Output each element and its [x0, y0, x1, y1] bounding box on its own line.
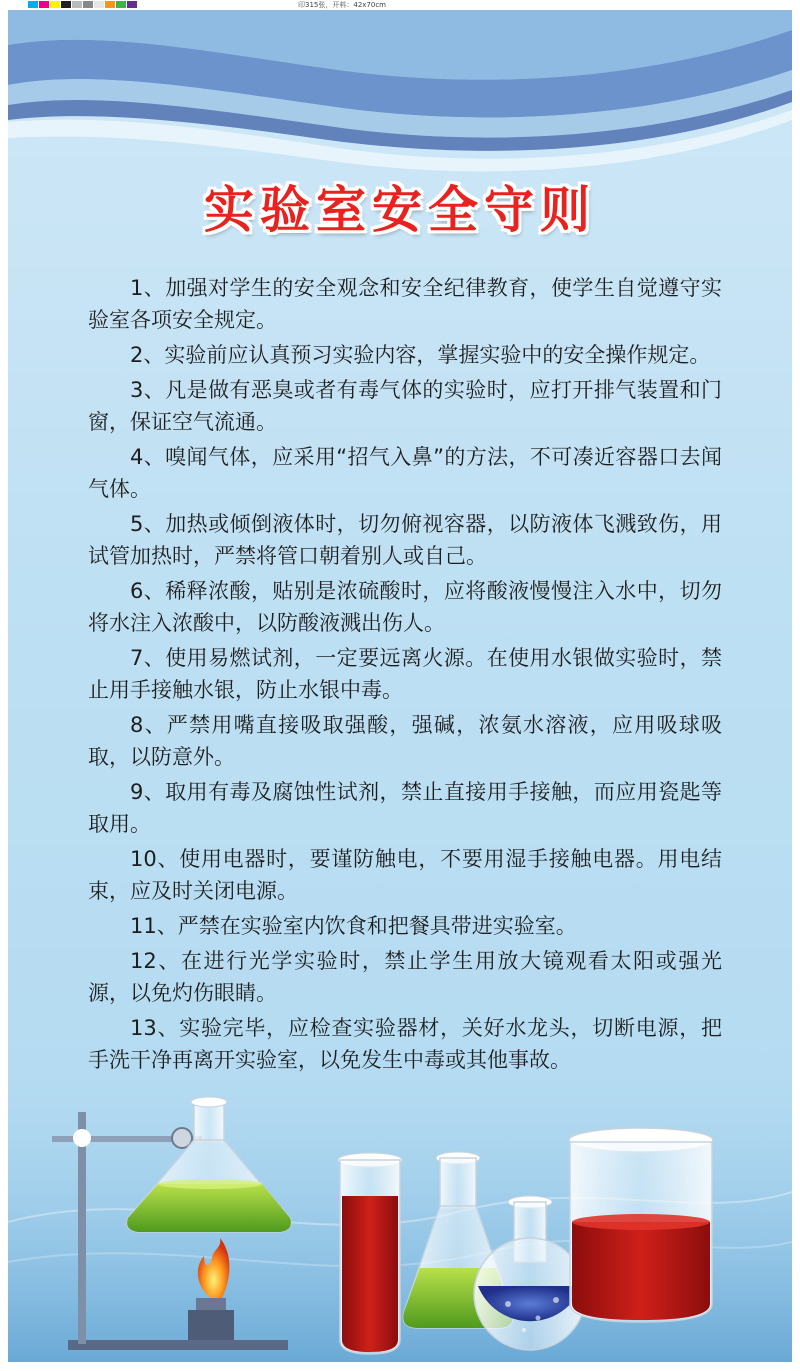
- rule-item: 1、加强对学生的安全观念和安全纪律教育，使学生自觉遵守实验室各项安全规定。: [88, 276, 722, 332]
- rule-item: 5、加热或倾倒液体时，切勿俯视容器，以防液体飞溅致伤，用试管加热时，严禁将管口朝着别人或自己。: [88, 512, 722, 568]
- rule-item: 8、严禁用嘴直接吸取强酸，强碱，浓氨水溶液，应用吸球吸取，以防意外。: [88, 713, 722, 769]
- test-tube-red: [338, 1153, 402, 1354]
- print-spec-text: 印315张，开料：42x70cm: [298, 1, 386, 9]
- print-marks-bar: [0, 0, 800, 10]
- safety-poster: [8, 10, 792, 1362]
- rule-item: 12、在进行光学实验时，禁止学生用放大镜观看太阳或强光源，以免灼伤眼睛。: [88, 949, 722, 1005]
- color-swatches: [28, 1, 138, 8]
- rule-item: 2、实验前应认真预习实验内容，掌握实验中的安全操作规定。: [130, 343, 711, 367]
- rule-item: 7、使用易燃试剂，一定要远离火源。在使用水银做实验时，禁止用手接触水银，防止水银中毒。: [88, 646, 722, 702]
- rule-item: 4、嗅闻气体，应采用“招气入鼻”的方法，不可凑近容器口去闻气体。: [88, 445, 722, 501]
- poster-title: 实验室安全守则: [204, 181, 596, 239]
- rule-item: 3、凡是做有恶臭或者有毒气体的实验时，应打开排气装置和门窗，保证空气流通。: [88, 378, 722, 434]
- rule-item: 10、使用电器时，要谨防触电，不要用湿手接触电器。用电结束，应及时关闭电源。: [88, 847, 722, 903]
- rule-item: 9、取用有毒及腐蚀性试剂，禁止直接用手接触，而应用瓷匙等取用。: [88, 780, 722, 836]
- beaker-red: [569, 1128, 713, 1322]
- rule-item: 11、严禁在实验室内饮食和把餐具带进实验室。: [130, 914, 577, 938]
- lab-glassware-illustration: [8, 1072, 792, 1362]
- rule-item: 13、实验完毕，应检查实验器材，关好水龙头，切断电源，把手洗干净再离开实验室，以免发生中毒或其他事故。: [88, 1016, 722, 1072]
- rules-list: [88, 272, 722, 1079]
- rule-item: 6、稀释浓酸，贴别是浓硫酸时，应将酸液慢慢注入水中，切勿将水注入浓酸中，以防酸液溅出伤人。: [88, 579, 722, 635]
